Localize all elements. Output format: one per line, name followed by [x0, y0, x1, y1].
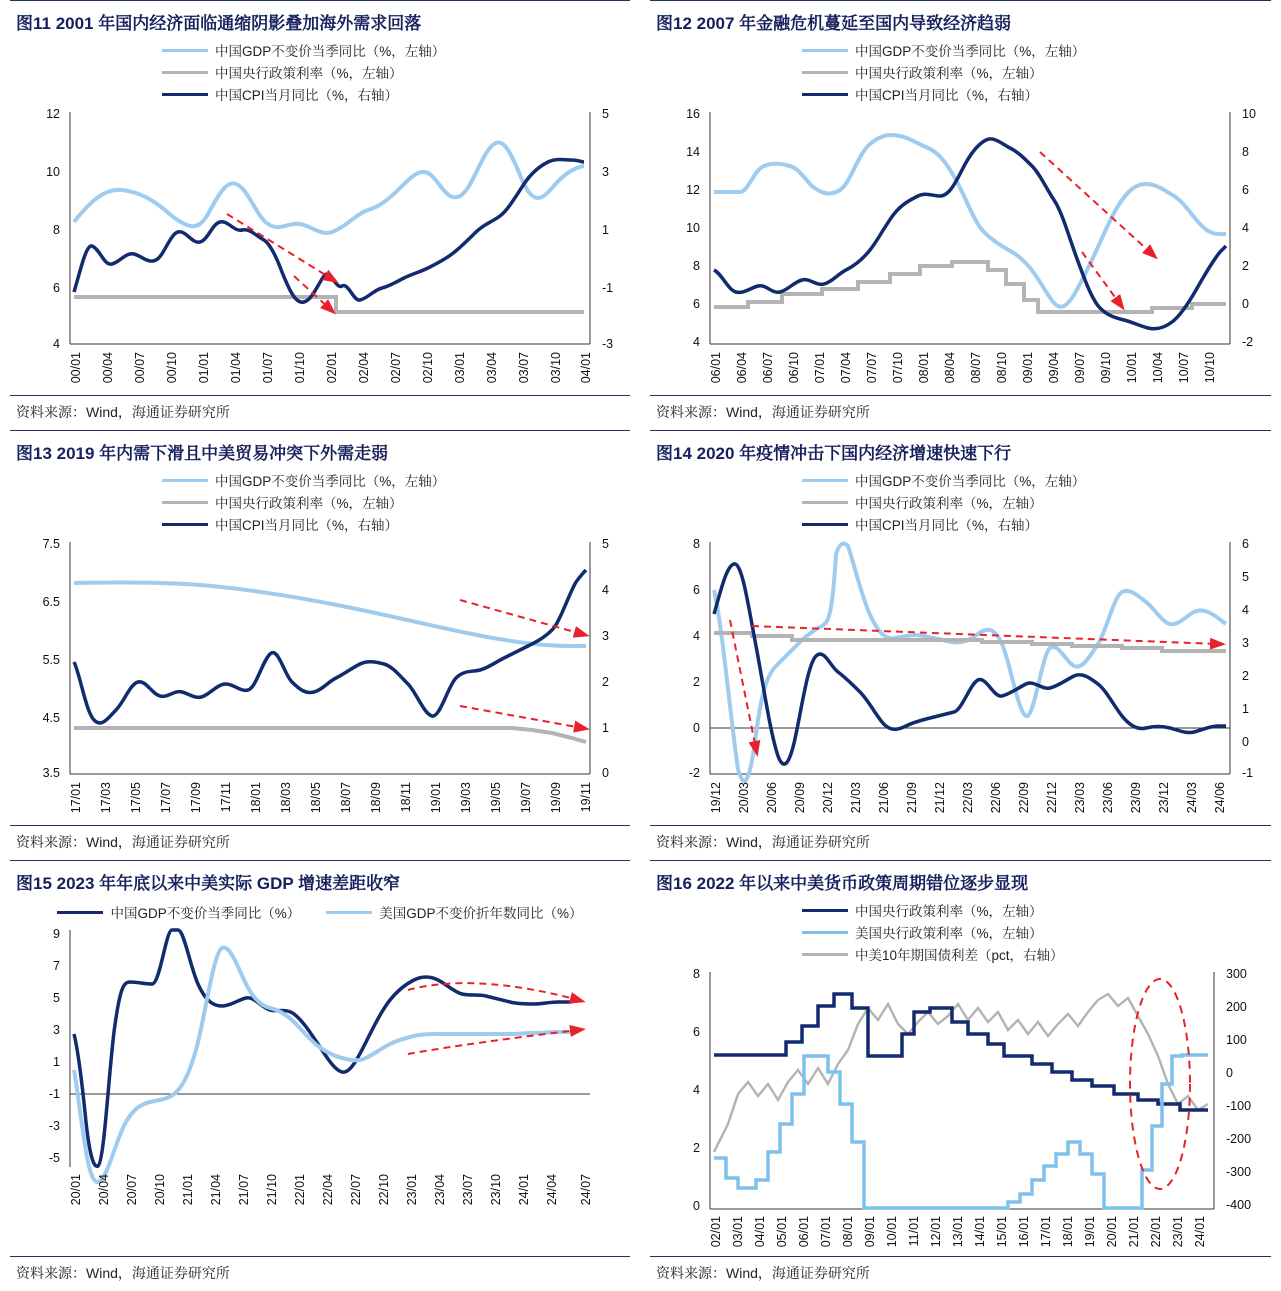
svg-text:300: 300 [1226, 967, 1247, 981]
svg-text:12: 12 [46, 107, 60, 121]
svg-text:21/01: 21/01 [181, 1174, 195, 1206]
legend-item [162, 492, 403, 512]
svg-text:23/01: 23/01 [405, 1174, 419, 1206]
svg-text:10/07: 10/07 [1177, 352, 1191, 384]
svg-text:-5: -5 [48, 1151, 60, 1165]
svg-text:01/04: 01/04 [229, 352, 243, 384]
svg-text:-2: -2 [688, 766, 700, 780]
panel-top-rule [10, 0, 630, 1]
svg-text:4.5: 4.5 [42, 711, 60, 725]
svg-text:20/12: 20/12 [821, 782, 835, 814]
svg-text:08/04: 08/04 [943, 352, 957, 384]
figure-legend [162, 470, 628, 534]
svg-text:0: 0 [693, 721, 700, 735]
svg-text:03/04: 03/04 [485, 352, 499, 384]
svg-text:11/01: 11/01 [907, 1216, 921, 1247]
svg-text:10/04: 10/04 [1151, 352, 1165, 384]
svg-text:00/04: 00/04 [101, 352, 115, 384]
svg-text:5: 5 [1242, 570, 1249, 584]
svg-text:2: 2 [1242, 259, 1249, 273]
svg-text:19/07: 19/07 [519, 782, 533, 814]
legend-swatch-rate [802, 71, 848, 74]
svg-text:17/03: 17/03 [99, 782, 113, 814]
legend-label: 中国央行政策利率（%，左轴） [855, 66, 1043, 81]
svg-text:21/12: 21/12 [933, 782, 947, 814]
svg-text:00/01: 00/01 [69, 352, 83, 384]
svg-text:0: 0 [1226, 1066, 1233, 1080]
chart-svg [12, 104, 628, 394]
legend-item [162, 84, 398, 104]
svg-text:3: 3 [1242, 636, 1249, 650]
svg-text:2: 2 [1242, 669, 1249, 683]
svg-text:22/07: 22/07 [349, 1174, 363, 1206]
legend-label: 中国GDP不变价当季同比（%，左轴） [215, 44, 446, 59]
source-text: 资料来源：Wind，海通证券研究所 [656, 1265, 870, 1281]
svg-text:23/07: 23/07 [461, 1174, 475, 1206]
svg-text:6: 6 [693, 583, 700, 597]
svg-text:-2: -2 [1242, 335, 1254, 349]
svg-text:07/10: 07/10 [891, 352, 905, 384]
svg-text:02/10: 02/10 [421, 352, 435, 384]
svg-text:23/01: 23/01 [1171, 1216, 1185, 1248]
svg-text:22/06: 22/06 [989, 782, 1003, 814]
legend-item [802, 514, 1038, 534]
svg-text:12: 12 [686, 183, 700, 197]
svg-text:06/01: 06/01 [709, 352, 723, 384]
svg-text:2: 2 [693, 675, 700, 689]
source-text: 资料来源：Wind，海通证券研究所 [656, 404, 870, 420]
svg-text:20/01: 20/01 [69, 1174, 83, 1206]
svg-text:10: 10 [46, 165, 60, 179]
svg-text:10/01: 10/01 [1125, 352, 1139, 384]
source-rule [650, 1256, 1271, 1257]
svg-text:1: 1 [1242, 702, 1249, 716]
svg-text:18/03: 18/03 [279, 782, 293, 814]
figure-legend [802, 900, 1269, 964]
source-rule [10, 1256, 630, 1257]
chart-fig15 [12, 922, 628, 1217]
svg-text:08/07: 08/07 [969, 352, 983, 384]
svg-text:02/07: 02/07 [389, 352, 403, 384]
panel-top-rule [10, 860, 630, 861]
svg-text:02/04: 02/04 [357, 352, 371, 384]
source-rule [650, 825, 1271, 826]
svg-text:22/03: 22/03 [961, 782, 975, 814]
svg-text:-1: -1 [48, 1087, 60, 1101]
svg-text:-200: -200 [1226, 1132, 1252, 1146]
legend-item [802, 62, 1043, 82]
svg-text:0: 0 [602, 766, 609, 780]
legend-label: 中国CPI当月同比（%，右轴） [215, 518, 399, 533]
svg-text:8: 8 [1242, 145, 1249, 159]
figure-title: 图12 2007 年金融危机蔓延至国内导致经济趋弱 [656, 14, 1012, 33]
svg-text:24/07: 24/07 [579, 1174, 593, 1206]
svg-text:6: 6 [53, 281, 60, 295]
figure-title: 图14 2020 年疫情冲击下国内经济增速快速下行 [656, 444, 1012, 463]
source-text: 资料来源：Wind，海通证券研究所 [16, 1265, 230, 1281]
legend-item [162, 470, 445, 490]
svg-text:1: 1 [53, 1055, 60, 1069]
svg-text:17/07: 17/07 [159, 782, 173, 814]
legend-swatch-us-rate [802, 931, 848, 934]
svg-text:24/06: 24/06 [1213, 782, 1227, 814]
svg-text:17/09: 17/09 [189, 782, 203, 814]
svg-text:17/11: 17/11 [219, 782, 233, 813]
legend-item [162, 62, 403, 82]
svg-text:18/07: 18/07 [339, 782, 353, 814]
svg-text:09/10: 09/10 [1099, 352, 1113, 384]
svg-text:18/09: 18/09 [369, 782, 383, 814]
legend-item [802, 900, 1043, 920]
svg-text:14/01: 14/01 [973, 1216, 987, 1248]
legend-item [162, 514, 398, 534]
figure-title: 图13 2019 年内需下滑且中美贸易冲突下外需走弱 [16, 444, 389, 463]
svg-text:12/01: 12/01 [929, 1216, 943, 1248]
figure-legend [12, 902, 628, 922]
svg-text:18/01: 18/01 [1061, 1216, 1075, 1248]
svg-text:21/10: 21/10 [265, 1174, 279, 1206]
figure-title: 图11 2001 年国内经济面临通缩阴影叠加海外需求回落 [16, 14, 422, 33]
legend-label: 中国CPI当月同比（%，右轴） [855, 518, 1039, 533]
svg-text:-3: -3 [602, 337, 614, 351]
svg-text:03/01: 03/01 [453, 352, 467, 384]
legend-label: 中国CPI当月同比（%，右轴） [215, 88, 399, 103]
legend-label: 美国GDP不变价折年数同比（%） [379, 906, 583, 921]
svg-text:200: 200 [1226, 1000, 1247, 1014]
svg-text:16/01: 16/01 [1017, 1216, 1031, 1248]
svg-text:07/01: 07/01 [819, 1216, 833, 1248]
source-rule [10, 395, 630, 396]
svg-text:22/04: 22/04 [321, 1174, 335, 1206]
figure-title: 图15 2023 年年底以来中美实际 GDP 增速差距收窄 [16, 874, 401, 893]
svg-text:4: 4 [602, 583, 609, 597]
svg-text:10/01: 10/01 [885, 1216, 899, 1248]
svg-text:22/01: 22/01 [293, 1174, 307, 1206]
svg-text:22/12: 22/12 [1045, 782, 1059, 814]
legend-item [162, 40, 445, 60]
panel-top-rule [650, 430, 1271, 431]
svg-text:3: 3 [602, 629, 609, 643]
svg-text:20/07: 20/07 [125, 1174, 139, 1206]
svg-text:15/01: 15/01 [995, 1216, 1009, 1248]
svg-text:09/01: 09/01 [1021, 352, 1035, 384]
svg-text:22/09: 22/09 [1017, 782, 1031, 814]
legend-item [802, 40, 1085, 60]
legend-label: 中国央行政策利率（%，左轴） [215, 496, 403, 511]
svg-text:5: 5 [602, 107, 609, 121]
svg-text:21/09: 21/09 [905, 782, 919, 814]
svg-text:01/10: 01/10 [293, 352, 307, 384]
chart-fig11 [12, 104, 628, 394]
legend-item [57, 902, 300, 922]
legend-swatch-gdp [162, 49, 208, 52]
svg-text:8: 8 [693, 259, 700, 273]
svg-text:21/06: 21/06 [877, 782, 891, 814]
svg-text:03/01: 03/01 [731, 1216, 745, 1248]
svg-text:20/01: 20/01 [1105, 1216, 1119, 1248]
svg-text:19/01: 19/01 [1083, 1216, 1097, 1248]
svg-text:14: 14 [686, 145, 700, 159]
legend-item [802, 84, 1038, 104]
svg-text:09/04: 09/04 [1047, 352, 1061, 384]
legend-swatch-cpi [802, 523, 848, 526]
svg-text:6: 6 [693, 1025, 700, 1039]
svg-text:2: 2 [602, 675, 609, 689]
figure-panel-fig13 [0, 430, 640, 860]
chart-svg [12, 534, 628, 824]
panel-top-rule [10, 430, 630, 431]
svg-text:3: 3 [53, 1023, 60, 1037]
source-text: 资料来源：Wind，海通证券研究所 [656, 834, 870, 850]
svg-text:09/01: 09/01 [863, 1216, 877, 1248]
svg-text:6.5: 6.5 [42, 595, 60, 609]
legend-swatch-rate [162, 501, 208, 504]
svg-text:20/04: 20/04 [97, 1174, 111, 1206]
legend-item [802, 944, 1064, 964]
svg-text:9: 9 [53, 927, 60, 941]
svg-text:4: 4 [1242, 603, 1249, 617]
svg-text:22/10: 22/10 [377, 1174, 391, 1206]
svg-text:00/07: 00/07 [133, 352, 147, 384]
svg-text:7.5: 7.5 [42, 537, 60, 551]
svg-text:6: 6 [693, 297, 700, 311]
legend-swatch-us-gdp [326, 911, 372, 914]
svg-text:19/12: 19/12 [709, 782, 723, 814]
svg-text:07/01: 07/01 [813, 352, 827, 384]
svg-text:23/03: 23/03 [1073, 782, 1087, 814]
svg-text:21/07: 21/07 [237, 1174, 251, 1206]
legend-label: 中国GDP不变价当季同比（%，左轴） [855, 44, 1086, 59]
svg-text:10: 10 [686, 221, 700, 235]
svg-text:0: 0 [1242, 297, 1249, 311]
svg-text:4: 4 [693, 629, 700, 643]
svg-text:08/01: 08/01 [841, 1216, 855, 1248]
highlight-ellipse [1130, 979, 1190, 1189]
svg-text:1: 1 [602, 223, 609, 237]
svg-text:21/03: 21/03 [849, 782, 863, 814]
svg-text:24/03: 24/03 [1185, 782, 1199, 814]
svg-text:19/01: 19/01 [429, 782, 443, 814]
svg-text:08/10: 08/10 [995, 352, 1009, 384]
svg-text:2: 2 [693, 1141, 700, 1155]
svg-text:23/10: 23/10 [489, 1174, 503, 1206]
svg-text:07/04: 07/04 [839, 352, 853, 384]
svg-text:20/09: 20/09 [793, 782, 807, 814]
svg-text:7: 7 [53, 959, 60, 973]
source-rule [10, 825, 630, 826]
figure-panel-fig15 [0, 860, 640, 1291]
svg-text:10/10: 10/10 [1203, 352, 1217, 384]
legend-label: 中国GDP不变价当季同比（%，左轴） [215, 474, 446, 489]
svg-text:100: 100 [1226, 1033, 1247, 1047]
chart-fig12 [652, 104, 1269, 394]
svg-text:20/06: 20/06 [765, 782, 779, 814]
svg-text:-3: -3 [48, 1119, 60, 1133]
panel-top-rule [650, 0, 1271, 1]
svg-text:18/05: 18/05 [309, 782, 323, 814]
svg-text:06/04: 06/04 [735, 352, 749, 384]
figure-panel-fig11 [0, 0, 640, 430]
legend-item [802, 492, 1043, 512]
legend-label: 中国CPI当月同比（%，右轴） [855, 88, 1039, 103]
svg-text:01/01: 01/01 [197, 352, 211, 384]
figure-legend [162, 40, 628, 104]
legend-swatch-rate [162, 71, 208, 74]
svg-text:23/06: 23/06 [1101, 782, 1115, 814]
svg-text:23/09: 23/09 [1129, 782, 1143, 814]
legend-label: 中国GDP不变价当季同比（%，左轴） [855, 474, 1086, 489]
chart-fig13 [12, 534, 628, 824]
svg-text:24/01: 24/01 [517, 1174, 531, 1206]
svg-text:-300: -300 [1226, 1165, 1252, 1179]
svg-text:09/07: 09/07 [1073, 352, 1087, 384]
svg-text:3.5: 3.5 [42, 766, 60, 780]
svg-text:-1: -1 [602, 281, 614, 295]
legend-swatch-cpi [802, 93, 848, 96]
legend-item [802, 470, 1085, 490]
chart-svg [652, 534, 1268, 824]
svg-text:21/04: 21/04 [209, 1174, 223, 1206]
svg-text:04/01: 04/01 [579, 352, 593, 384]
legend-label: 中国央行政策利率（%，左轴） [855, 904, 1043, 919]
svg-text:20/10: 20/10 [153, 1174, 167, 1206]
svg-text:20/03: 20/03 [737, 782, 751, 814]
chart-fig16 [652, 964, 1269, 1254]
svg-text:02/01: 02/01 [709, 1216, 723, 1248]
svg-text:01/07: 01/07 [261, 352, 275, 384]
svg-text:3: 3 [602, 165, 609, 179]
svg-text:13/01: 13/01 [951, 1216, 965, 1248]
svg-text:6: 6 [1242, 537, 1249, 551]
chart-fig14 [652, 534, 1269, 824]
legend-label: 中国央行政策利率（%，左轴） [855, 496, 1043, 511]
legend-swatch-cpi [162, 93, 208, 96]
svg-text:05/01: 05/01 [775, 1216, 789, 1248]
figure-panel-fig12 [640, 0, 1281, 430]
figure-title: 图16 2022 年以来中美货币政策周期错位逐步显现 [656, 874, 1029, 893]
svg-text:19/11: 19/11 [579, 782, 593, 813]
svg-text:0: 0 [693, 1199, 700, 1213]
legend-item [802, 922, 1043, 942]
svg-text:6: 6 [1242, 183, 1249, 197]
svg-text:06/10: 06/10 [787, 352, 801, 384]
svg-text:17/01: 17/01 [69, 782, 83, 814]
svg-text:5: 5 [602, 537, 609, 551]
svg-text:17/01: 17/01 [1039, 1216, 1053, 1248]
panel-top-rule [650, 860, 1271, 861]
svg-text:06/01: 06/01 [797, 1216, 811, 1248]
svg-text:4: 4 [693, 335, 700, 349]
svg-text:0: 0 [1242, 735, 1249, 749]
legend-label: 美国央行政策利率（%，左轴） [855, 926, 1043, 941]
svg-text:17/05: 17/05 [129, 782, 143, 814]
source-rule [650, 395, 1271, 396]
legend-label: 中美10年期国债利差（pct，右轴） [855, 948, 1064, 963]
svg-text:03/10: 03/10 [549, 352, 563, 384]
svg-text:-1: -1 [1242, 766, 1254, 780]
legend-swatch-spread [802, 953, 848, 956]
svg-text:8: 8 [693, 967, 700, 981]
svg-text:10: 10 [1242, 107, 1256, 121]
svg-text:08/01: 08/01 [917, 352, 931, 384]
legend-label: 中国央行政策利率（%，左轴） [215, 66, 403, 81]
svg-text:24/04: 24/04 [545, 1174, 559, 1206]
chart-svg [652, 104, 1268, 394]
svg-text:19/05: 19/05 [489, 782, 503, 814]
svg-text:22/01: 22/01 [1149, 1216, 1163, 1248]
svg-text:1: 1 [602, 721, 609, 735]
svg-text:03/07: 03/07 [517, 352, 531, 384]
figure-panel-fig14 [640, 430, 1281, 860]
figure-legend [802, 470, 1269, 534]
chart-svg [652, 964, 1268, 1254]
svg-text:21/01: 21/01 [1127, 1216, 1141, 1248]
legend-swatch-gdp [802, 49, 848, 52]
svg-text:5.5: 5.5 [42, 653, 60, 667]
legend-item [326, 902, 582, 922]
svg-text:4: 4 [693, 1083, 700, 1097]
svg-text:8: 8 [53, 223, 60, 237]
svg-text:18/11: 18/11 [399, 782, 413, 813]
figure-legend [802, 40, 1269, 104]
svg-text:18/01: 18/01 [249, 782, 263, 814]
svg-text:19/09: 19/09 [549, 782, 563, 814]
svg-text:07/07: 07/07 [865, 352, 879, 384]
legend-swatch-gdp [162, 479, 208, 482]
svg-text:8: 8 [693, 537, 700, 551]
svg-text:04/01: 04/01 [753, 1216, 767, 1248]
svg-text:19/03: 19/03 [459, 782, 473, 814]
svg-text:4: 4 [53, 337, 60, 351]
legend-swatch-cpi [162, 523, 208, 526]
svg-text:24/01: 24/01 [1193, 1216, 1207, 1248]
figure-panel-fig16 [640, 860, 1281, 1291]
source-text: 资料来源：Wind，海通证券研究所 [16, 404, 230, 420]
svg-text:-100: -100 [1226, 1099, 1252, 1113]
svg-text:4: 4 [1242, 221, 1249, 235]
svg-text:23/04: 23/04 [433, 1174, 447, 1206]
svg-text:16: 16 [686, 107, 700, 121]
svg-text:5: 5 [53, 991, 60, 1005]
legend-swatch-china-rate [802, 909, 848, 912]
svg-text:23/12: 23/12 [1157, 782, 1171, 814]
legend-swatch-china-gdp [57, 911, 103, 914]
svg-text:00/10: 00/10 [165, 352, 179, 384]
legend-swatch-gdp [802, 479, 848, 482]
svg-text:-400: -400 [1226, 1198, 1252, 1212]
svg-text:06/07: 06/07 [761, 352, 775, 384]
chart-svg [12, 922, 628, 1217]
legend-label: 中国GDP不变价当季同比（%） [110, 906, 301, 921]
legend-swatch-rate [802, 501, 848, 504]
source-text: 资料来源：Wind，海通证券研究所 [16, 834, 230, 850]
svg-text:02/01: 02/01 [325, 352, 339, 384]
